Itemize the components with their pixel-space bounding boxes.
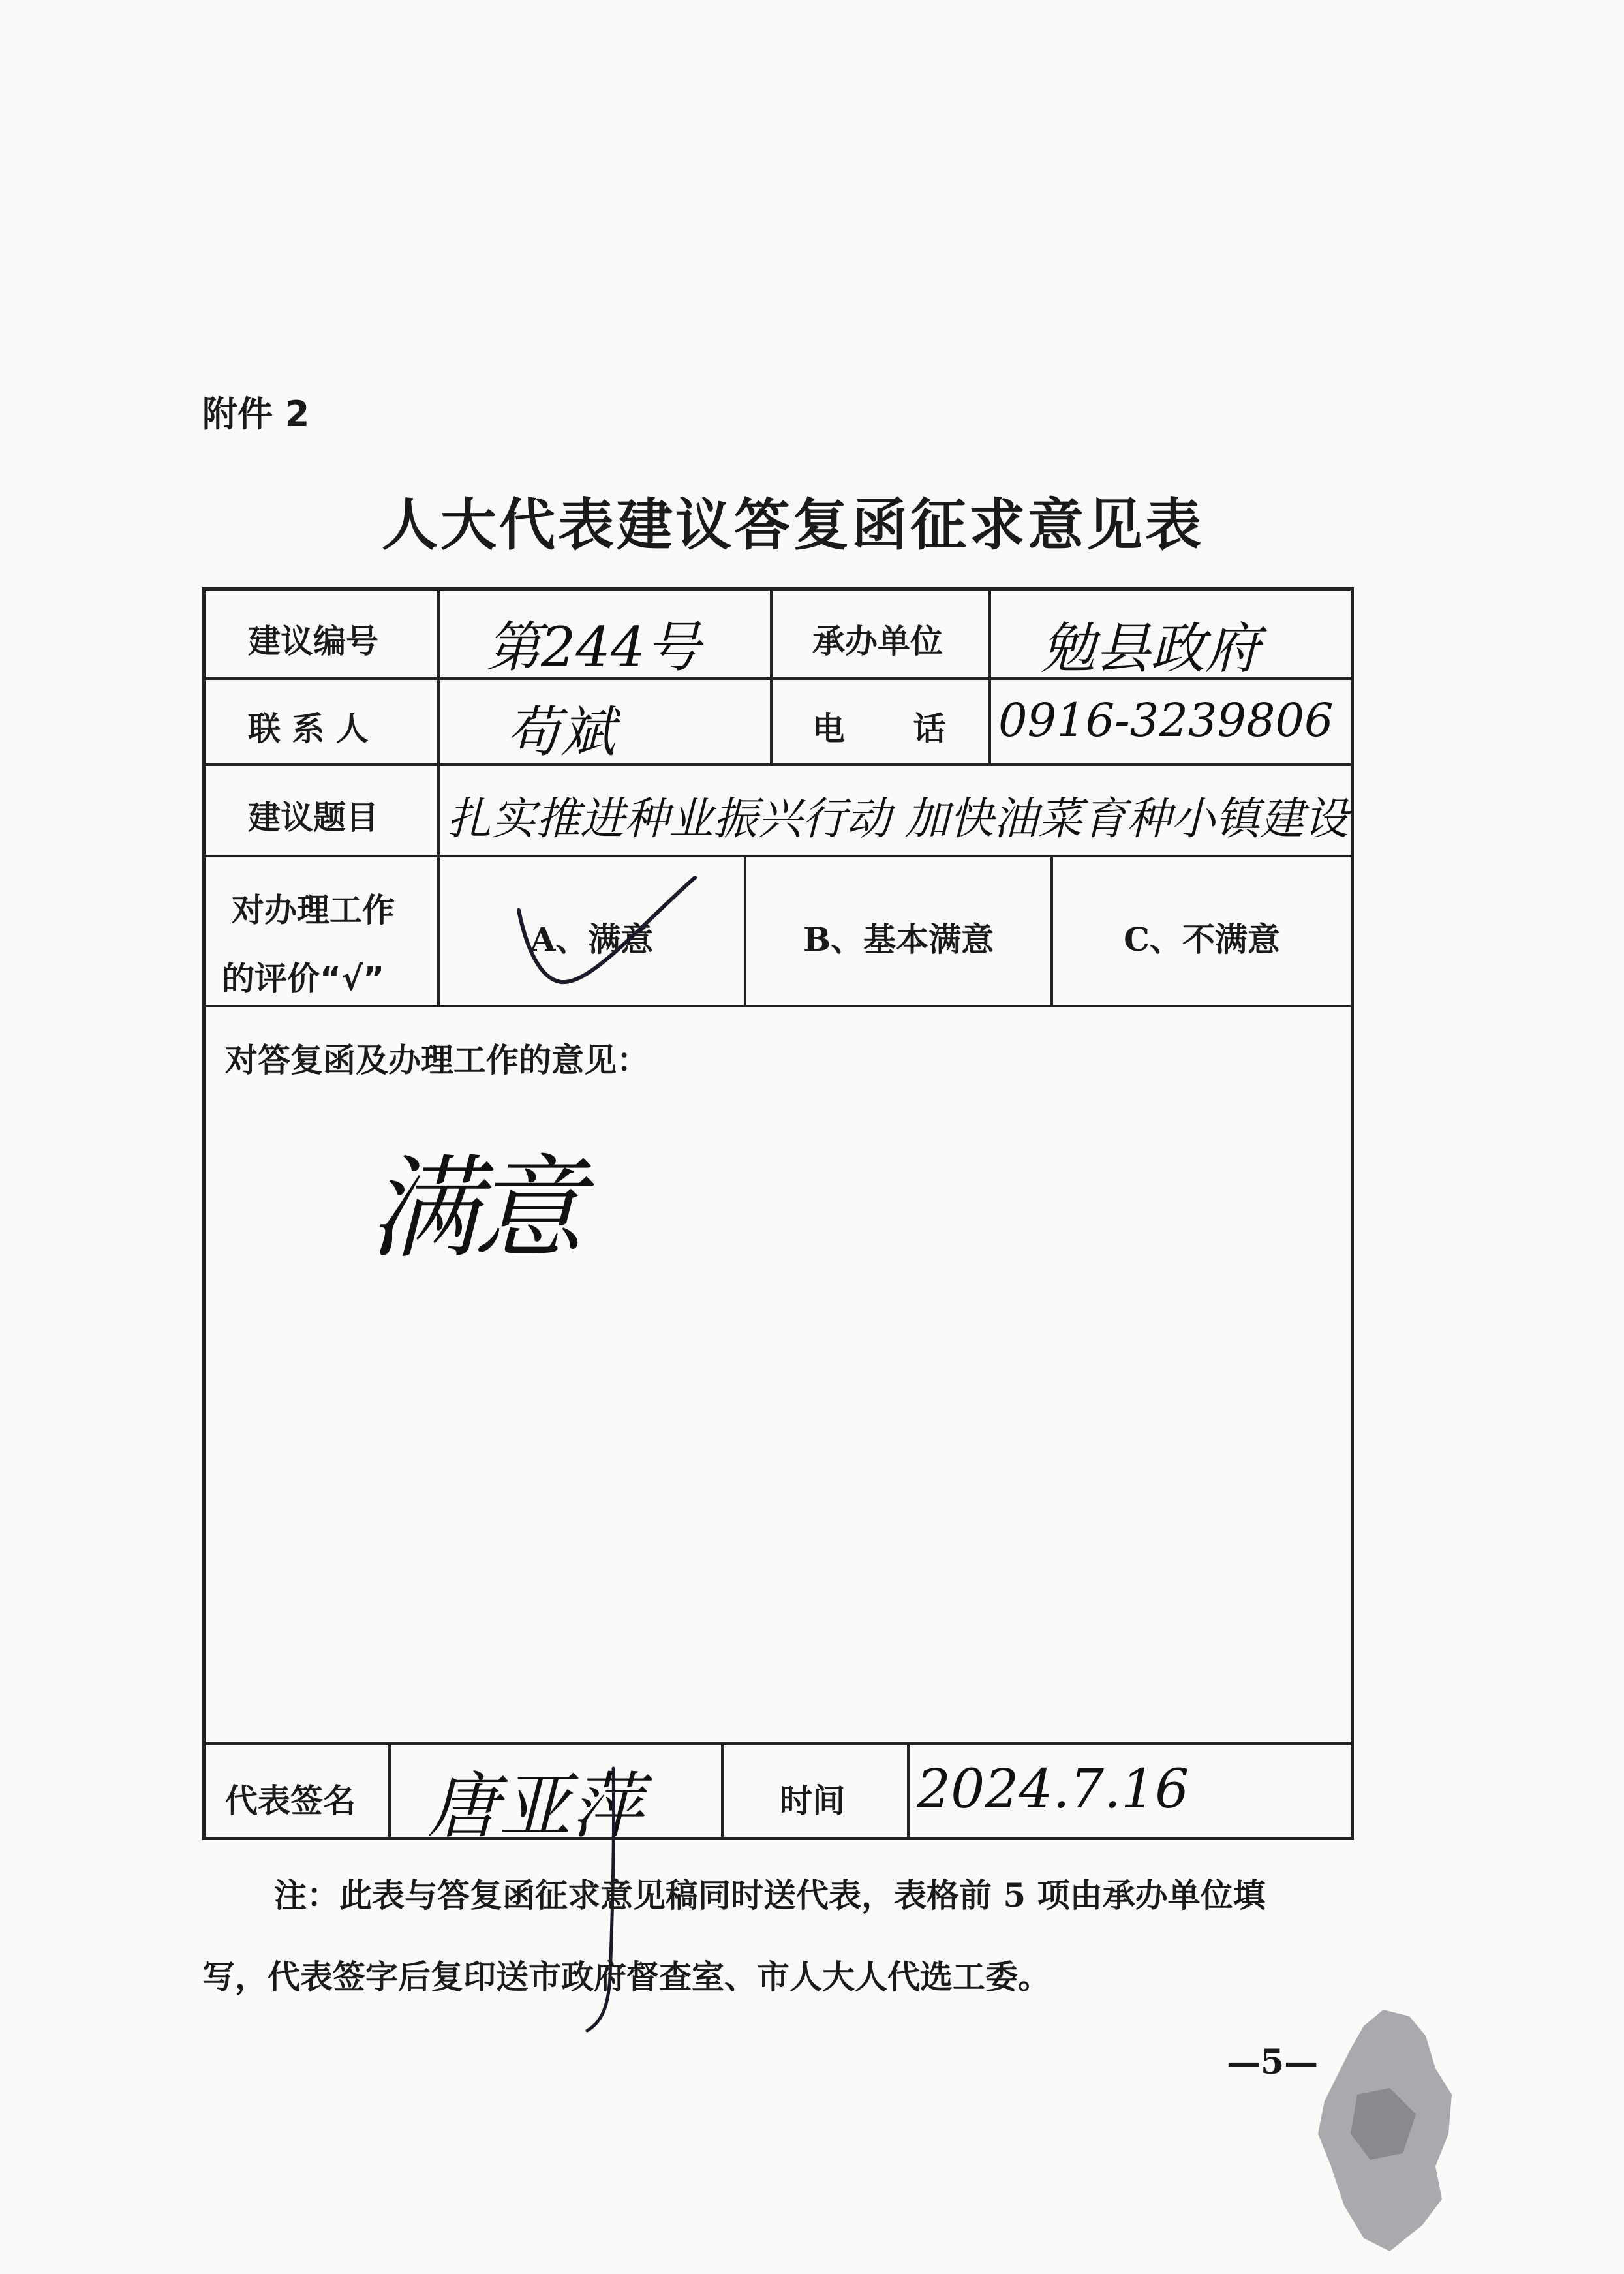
form-title: 人大代表建议答复函征求意见表 — [382, 492, 1204, 558]
stamp-smudge — [1311, 1997, 1462, 2258]
signature-label: 代表签名 — [225, 1782, 356, 1820]
phone-label: 电 话 — [812, 710, 946, 748]
row-divider — [206, 763, 1351, 766]
col-divider — [721, 1742, 724, 1840]
col-divider — [988, 591, 991, 763]
col-divider — [907, 1742, 910, 1840]
signature-value[interactable]: 唐亚萍 — [427, 1764, 643, 1848]
option-not-satisfied[interactable]: C、不满意 — [1124, 920, 1280, 959]
check-mark-icon — [512, 871, 701, 995]
proposal-no-label: 建议编号 — [248, 622, 378, 660]
time-value[interactable]: 2024.7.16 — [917, 1759, 1189, 1821]
contact-value[interactable]: 苟斌 — [506, 700, 616, 764]
row-divider — [206, 1005, 1351, 1007]
handling-unit-value[interactable]: 勉县政府 — [1041, 617, 1261, 681]
col-divider — [388, 1742, 391, 1840]
note-line-1: 注：此表与答复函征求意见稿同时送代表，表格前 5 项由承办单位填 — [274, 1876, 1266, 1914]
attachment-label: 附件 2 — [202, 393, 310, 435]
col-divider — [770, 591, 773, 763]
row-divider — [206, 1742, 1351, 1745]
evaluation-label-line1: 对办理工作 — [232, 891, 395, 929]
time-label: 时间 — [780, 1782, 845, 1820]
topic-value[interactable]: 扎实推进种业振兴行动 加快油菜育种小镇建设 — [447, 793, 1349, 845]
opinion-form — [202, 587, 1354, 1848]
option-basically-satisfied[interactable]: B、基本满意 — [803, 920, 994, 959]
evaluation-label-line2: 的评价“√” — [222, 960, 385, 998]
topic-label: 建议题目 — [248, 799, 378, 837]
proposal-no-value[interactable]: 第244号 — [486, 615, 701, 679]
phone-value[interactable]: 0916-3239806 — [998, 694, 1334, 747]
note-line-2: 写，代表签字后复印送市政府督查室、市人大人代选工委。 — [202, 1958, 1050, 1996]
page-number: —5— — [1227, 2042, 1319, 2082]
opinion-label: 对答复函及办理工作的意见： — [225, 1041, 649, 1079]
handling-unit-label: 承办单位 — [812, 622, 943, 660]
contact-label: 联 系 人 — [248, 710, 369, 748]
option-satisfied[interactable]: A、满意 — [530, 920, 654, 959]
opinion-value[interactable]: 满意 — [369, 1145, 578, 1274]
row-divider — [206, 855, 1351, 857]
